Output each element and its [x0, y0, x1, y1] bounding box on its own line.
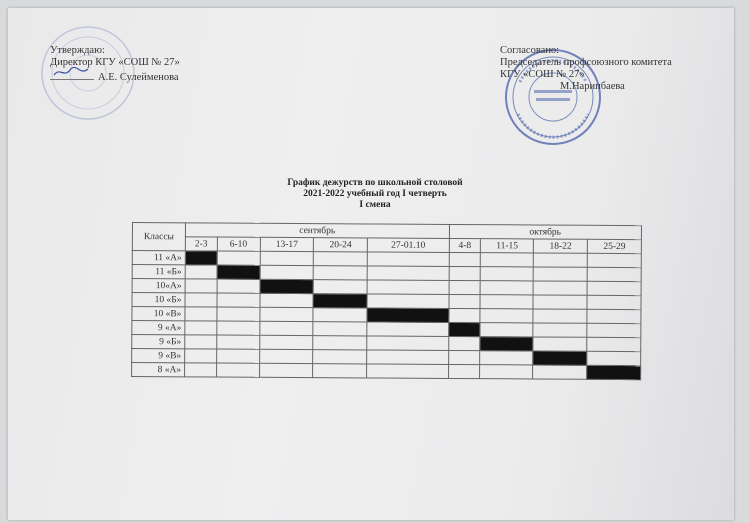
schedule-cell — [216, 349, 259, 363]
schedule-cell — [449, 266, 481, 280]
class-label: 10 «Б» — [132, 293, 185, 307]
schedule-cell — [313, 280, 367, 294]
duty-cell-filled — [480, 337, 533, 351]
schedule-cell — [533, 295, 587, 309]
schedule-cell — [185, 321, 217, 335]
schedule-cell — [367, 336, 448, 350]
agreement-signature-line — [500, 81, 672, 93]
schedule-cell — [480, 351, 533, 365]
duty-cell-filled — [313, 294, 367, 308]
schedule-cell — [587, 309, 641, 323]
classes-header: Классы — [132, 223, 185, 251]
schedule-cell — [217, 293, 260, 307]
schedule-cell — [533, 309, 587, 323]
schedule-cell — [448, 350, 480, 364]
approval-signature-line — [50, 69, 180, 84]
agreement-position: Председатель профсоюзного комитета — [500, 57, 672, 68]
duty-cell-filled — [448, 322, 480, 336]
schedule-cell — [533, 365, 587, 379]
week-header: 18-22 — [534, 239, 588, 253]
document-title: График дежурств по школьной столовой — [287, 178, 463, 188]
approval-block — [50, 45, 180, 84]
schedule-cell — [448, 308, 480, 322]
director-signature — [50, 69, 94, 80]
month-header-october: октябрь — [449, 224, 642, 239]
schedule-cell — [313, 266, 367, 280]
class-label: 10«А» — [132, 279, 185, 293]
schedule-cell — [533, 281, 587, 295]
schedule-cell — [313, 350, 367, 364]
schedule-cell — [587, 351, 641, 365]
schedule-cell — [449, 280, 481, 294]
agreement-school: КГУ «СОШ № 27» — [500, 69, 585, 80]
schedule-cell — [587, 323, 641, 337]
duty-cell-filled — [587, 365, 641, 379]
schedule-cell — [480, 323, 533, 337]
class-label: 9 «А» — [132, 321, 185, 335]
schedule-cell — [216, 335, 259, 349]
schedule-cell — [367, 364, 448, 378]
class-label: 11 «Б» — [132, 265, 185, 279]
schedule-cell — [480, 365, 533, 379]
schedule-cell — [216, 363, 259, 377]
schedule-cell — [185, 335, 217, 349]
schedule-cell — [185, 349, 217, 363]
schedule-cell — [185, 307, 217, 321]
approval-director: Директор КГУ «СОШ № 27» — [50, 57, 180, 68]
duty-cell-filled — [260, 279, 314, 293]
schedule-cell — [259, 363, 313, 377]
schedule-cell — [313, 336, 367, 350]
schedule-cell — [449, 294, 481, 308]
week-header: 11-15 — [481, 239, 534, 253]
schedule-cell — [481, 253, 534, 267]
document-subtitle-year: 2021-2022 учебный год I четверть — [303, 189, 447, 199]
schedule-cell — [533, 323, 587, 337]
table-row — [132, 363, 641, 380]
agreement-block — [500, 45, 672, 93]
class-label: 8 «А» — [132, 363, 185, 377]
class-label: 9 «В» — [132, 349, 185, 363]
schedule-cell — [217, 321, 260, 335]
approval-heading: Утверждаю: — [50, 45, 105, 56]
schedule-cell — [217, 251, 260, 265]
schedule-cell — [448, 336, 480, 350]
director-name: А.Е. Сулейменова — [98, 72, 179, 83]
schedule-cell — [587, 267, 641, 281]
schedule-cell — [367, 350, 448, 364]
week-header: 25-29 — [587, 239, 641, 253]
schedule-cell — [480, 309, 533, 323]
duty-schedule-table — [131, 222, 642, 380]
schedule-cell — [367, 266, 448, 280]
schedule-cell — [259, 307, 313, 321]
schedule-cell — [313, 322, 367, 336]
duty-cell-filled — [217, 265, 260, 279]
schedule-cell — [185, 293, 217, 307]
schedule-cell — [260, 265, 314, 279]
schedule-cell — [367, 252, 448, 266]
class-label: 10 «В» — [132, 307, 185, 321]
schedule-cell — [367, 280, 448, 294]
week-header: 4-8 — [449, 238, 481, 252]
month-header-september: сентябрь — [185, 223, 449, 239]
schedule-cell — [217, 307, 260, 321]
schedule-cell — [367, 322, 448, 336]
agreement-heading: Согласовано: — [500, 45, 560, 56]
class-label: 11 «А» — [132, 251, 185, 265]
schedule-cell — [259, 335, 313, 349]
schedule-cell — [259, 321, 313, 335]
schedule-cell — [480, 267, 533, 281]
schedule-cell — [480, 295, 533, 309]
schedule-cell — [587, 253, 641, 267]
schedule-cell — [260, 293, 314, 307]
week-header: 13-17 — [260, 237, 314, 251]
schedule-cell — [313, 364, 367, 378]
union-chair-name: М.Нарипбаева — [560, 81, 625, 92]
schedule-cell — [185, 363, 217, 377]
document-subtitle-shift: I смена — [359, 200, 391, 210]
schedule-cell — [587, 281, 641, 295]
schedule-cell — [587, 337, 641, 351]
schedule-cell — [313, 308, 367, 322]
schedule-cell — [185, 279, 217, 293]
schedule-cell — [448, 364, 480, 378]
schedule-cell — [260, 251, 314, 265]
schedule-cell — [217, 279, 260, 293]
schedule-cell — [259, 349, 313, 363]
schedule-cell — [185, 265, 217, 279]
week-header: 2-3 — [185, 237, 217, 251]
schedule-cell — [587, 295, 641, 309]
schedule-cell — [533, 267, 587, 281]
schedule-cell — [480, 281, 533, 295]
duty-cell-filled — [533, 351, 587, 365]
week-header: 27-01.10 — [367, 238, 448, 252]
schedule-cell — [533, 337, 587, 351]
schedule-cell — [314, 252, 368, 266]
week-header: 6-10 — [217, 237, 260, 251]
duty-cell-filled — [367, 308, 448, 322]
schedule-cell — [449, 252, 481, 266]
duty-cell-filled — [185, 251, 217, 265]
schedule-cell — [534, 253, 588, 267]
schedule-cell — [367, 294, 448, 308]
class-label: 9 «Б» — [132, 335, 185, 349]
week-header: 20-24 — [314, 238, 368, 252]
